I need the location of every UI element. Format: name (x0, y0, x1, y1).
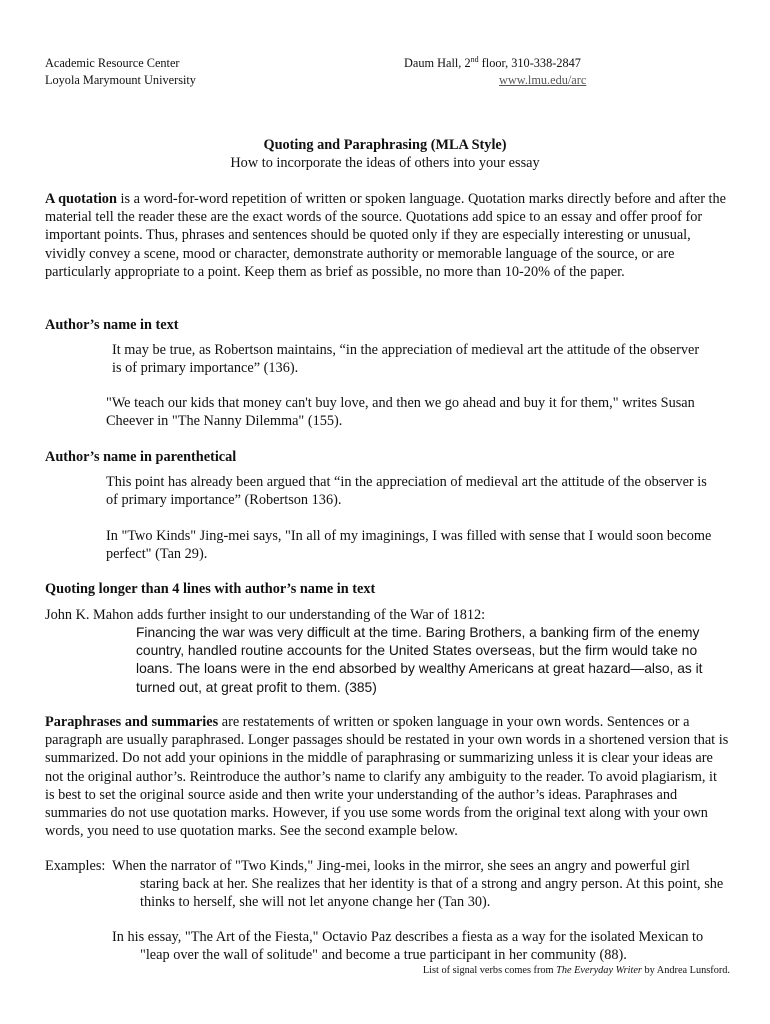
example-2-text: In his essay, "The Art of the Fiesta," Octavio Paz describes a fiesta as a way for the isolated Mexican to "leap over the wall of solitude" and become a true participant in her community (88). (112, 929, 704, 964)
author-in-text-example-2: "We teach our kids that money can't buy love, and then we go ahead and buy it for them," writes Susan Cheever in "The Nanny Dilemma" (155). (106, 395, 695, 430)
parenthetical-example-2: In "Two Kinds" Jing-mei says, "In all of my imaginings, I was filled with sense that I would soon become perfect" (Tan 29). (106, 528, 712, 563)
website-link[interactable]: www.lmu.edu/arc (499, 73, 587, 87)
author-in-text-example-1: It may be true, as Robertson maintains, “in the appreciation of medieval art the attitude of the observer is of primary importance” (136). (112, 342, 700, 377)
header-location: Daum Hall, 2nd floor, 310-338-2847 (404, 54, 581, 70)
paraphrase-text: are restatements of written or spoken language in your own words. Sentences or a paragraph are usually paraphrased. Longer passages should be restated in your own words in a shortened version that is summarized. Do not add your opinions in the middle of paraphrasing or summarizing unless it is clear your ideas are not the original author’s. Reintroduce the author’s name to clarify any ambiguity to the reader. To avoid plagiarism, it is best to set the original source aside and then write your understanding of the author’s ideas. Paraphrases and summaries do not use quotation marks. However, if you use some words from the original text along with your own words, you need to use quotation marks. See the second example below. (45, 714, 729, 840)
header-right (404, 55, 586, 89)
paraphrase-term: Paraphrases and summaries (45, 714, 219, 730)
quotation-term: A quotation (45, 191, 117, 207)
paraphrase-paragraph (45, 713, 730, 840)
example-1 (112, 857, 732, 912)
examples-label: Examples: (45, 858, 106, 874)
heading-long-quote: Quoting longer than 4 lines with author’s name in text (45, 581, 376, 597)
quotation-paragraph (45, 190, 730, 281)
header-org: Academic Resource Center (45, 56, 180, 70)
heading-author-parenthetical: Author’s name in parenthetical (45, 449, 237, 465)
title-subtitle: How to incorporate the ideas of others into your essay (230, 155, 540, 172)
footer-book-title: The Everyday Writer (556, 965, 642, 976)
example-1-text: When the narrator of "Two Kinds," Jing-mei, looks in the mirror, she sees an angry and powerful girl staring back at her. She realizes that her identity is that of a strong and angry person. At this point, she thinks to herself, she will not let anyone change her (Tan 30). (112, 858, 724, 911)
long-quote-block: Financing the war was very difficult at the time. Baring Brothers, a banking firm of the enemy country, handled routine accounts for the United States overseas, but the firm would take no loans. The loans were in the end absorbed by wealthy Americans at great hazard—also, as it turned out, at great profit to them. (385) (136, 625, 703, 695)
header-left (45, 55, 196, 89)
long-quote-lead: John K. Mahon adds further insight to our understanding of the War of 1812: (45, 607, 486, 623)
quotation-text: is a word-for-word repetition of written or spoken language. Quotation marks directly before and after the material tell the reader these are the exact words of the source. Quotations add spice to an essay and offer proof for important points. Thus, phrases and sentences should be quoted only if they are especially interesting or unusual, vividly convey a scene, mood or character, demonstrate authority or memorable language of the source, or are particularly appropriate to a point. Keep them as brief as possible, no more than 10-20% of the paper. (45, 191, 727, 280)
example-2 (112, 928, 732, 964)
page-title (0, 136, 770, 172)
footer-note: List of signal verbs comes from The Everyday Writer by Andrea Lunsford. (422, 965, 730, 976)
title-main: Quoting and Paraphrasing (MLA Style) (263, 137, 507, 153)
heading-author-in-text: Author’s name in text (45, 317, 179, 333)
parenthetical-example-1: This point has already been argued that “in the appreciation of medieval art the attitude of the observer is of primary importance” (Robertson 136). (106, 474, 707, 509)
header-university: Loyola Marymount University (45, 73, 196, 87)
